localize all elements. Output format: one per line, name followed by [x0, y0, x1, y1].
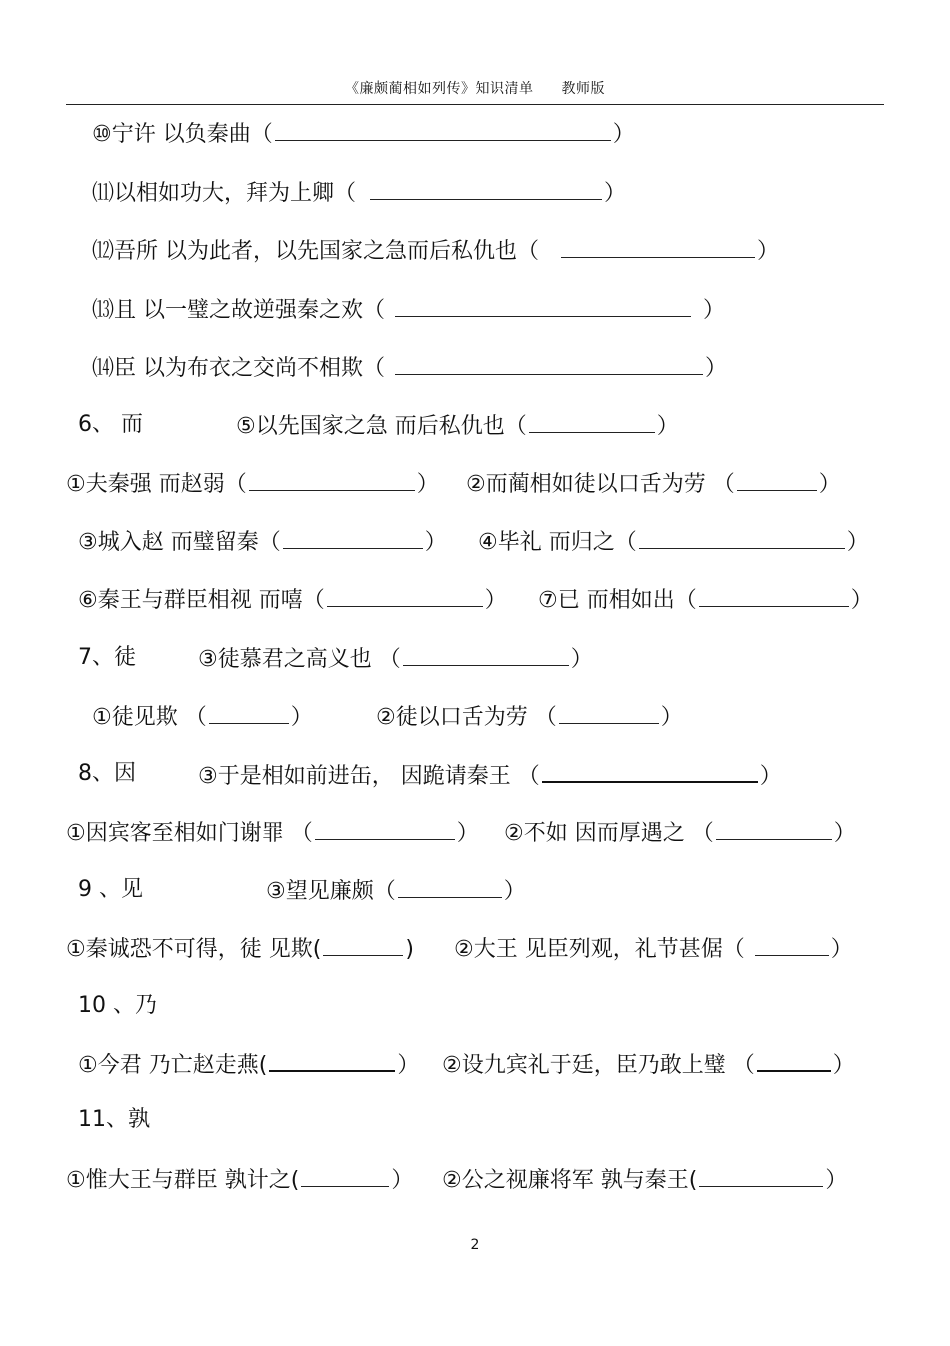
q7-item-1: ①徒见欺 （ ）: [92, 701, 313, 733]
answer-blank[interactable]: [757, 1048, 831, 1072]
q6-item-2: ②而蔺相如徒以口舌为劳 （ ）: [466, 468, 841, 500]
answer-blank[interactable]: [639, 526, 845, 549]
answer-blank[interactable]: [269, 1048, 395, 1072]
answer-blank[interactable]: [395, 352, 703, 375]
answer-blank[interactable]: [542, 759, 758, 783]
answer-blank[interactable]: [249, 468, 415, 491]
answer-blank[interactable]: [529, 410, 655, 433]
answer-blank[interactable]: [395, 294, 691, 317]
answer-blank[interactable]: [209, 701, 289, 724]
q7-item-2: ②徒以口舌为劳 （ ）: [376, 701, 683, 733]
answer-blank[interactable]: [370, 177, 602, 200]
q10-item-2: ②设九宾礼于廷，臣乃敢上璧 （ ）: [442, 1048, 855, 1081]
item-12: ⑿吾所 以为此者，以先国家之急而后私仇也（ ）: [92, 235, 779, 267]
answer-blank[interactable]: [315, 817, 455, 840]
q6-item-5: ⑤以先国家之急 而后私仇也（ ）: [236, 410, 679, 442]
q10-heading: 10 、乃: [78, 993, 157, 1018]
edition-label: 教师版: [561, 81, 605, 97]
item-10: ⑩宁许 以负秦曲（ ）: [92, 118, 635, 150]
answer-blank[interactable]: [737, 468, 817, 491]
answer-blank[interactable]: [755, 933, 829, 956]
q6-item-1: ①夫秦强 而赵弱（ ）: [66, 468, 439, 500]
q6-item-7: ⑦已 而相如出（ ）: [538, 584, 873, 616]
q9-heading: 9 、见: [78, 877, 143, 902]
header-rule: [66, 104, 884, 105]
q7-heading: 7、徒: [78, 645, 136, 670]
q8-item-3: ③于是相如前进缶， 因跪请秦王 （ ）: [198, 759, 782, 792]
q7-item-3: ③徒慕君之高义也 （ ）: [198, 643, 593, 675]
answer-blank[interactable]: [398, 875, 502, 898]
answer-blank[interactable]: [699, 1164, 823, 1187]
q9-item-3: ③望见廉颇（ ）: [266, 875, 526, 907]
q6-item-6: ⑥秦王与群臣相视 而嘻（ ）: [78, 584, 507, 616]
answer-blank[interactable]: [323, 933, 403, 956]
q6-heading: 6、 而: [78, 412, 143, 437]
item-14: ⒁臣 以为布衣之交尚不相欺（ ）: [92, 352, 727, 384]
answer-blank[interactable]: [283, 526, 423, 549]
answer-blank[interactable]: [301, 1164, 389, 1187]
answer-blank[interactable]: [699, 584, 849, 607]
answer-blank[interactable]: [559, 701, 659, 724]
answer-blank[interactable]: [327, 584, 483, 607]
q9-item-2: ②大王 见臣列观，礼节甚倨（ ）: [454, 933, 853, 965]
answer-blank[interactable]: [275, 118, 611, 141]
q9-item-1: ①秦诚恐不可得，徒 见欺( ): [66, 933, 414, 965]
page-number: 2: [470, 1237, 480, 1253]
item-11: ⑾以相如功大，拜为上卿（ ）: [92, 177, 626, 209]
q11-heading: 11、孰: [78, 1107, 150, 1132]
q8-item-1: ①因宾客至相如门谢罪 （ ）: [66, 817, 479, 849]
q11-item-2: ②公之视廉将军 孰与秦王( ）: [442, 1164, 847, 1196]
document-title: 《廉颇蔺相如列传》知识清单: [345, 81, 534, 97]
q6-item-3: ③城入赵 而璧留秦（ ）: [78, 526, 447, 558]
answer-blank[interactable]: [561, 235, 755, 258]
q8-item-2: ②不如 因而厚遇之 （ ）: [504, 817, 856, 849]
answer-blank[interactable]: [716, 817, 832, 840]
q11-item-1: ①惟大王与群臣 孰计之( ）: [66, 1164, 413, 1196]
q6-item-4: ④毕礼 而归之（ ）: [478, 526, 869, 558]
answer-blank[interactable]: [403, 643, 569, 666]
item-13: ⒀且 以一璧之故逆强秦之欢（ ）: [92, 294, 725, 326]
q8-heading: 8、因: [78, 761, 136, 786]
q10-item-1: ①今君 乃亡赵走燕( ）: [78, 1048, 419, 1081]
page-header: [0, 78, 950, 98]
